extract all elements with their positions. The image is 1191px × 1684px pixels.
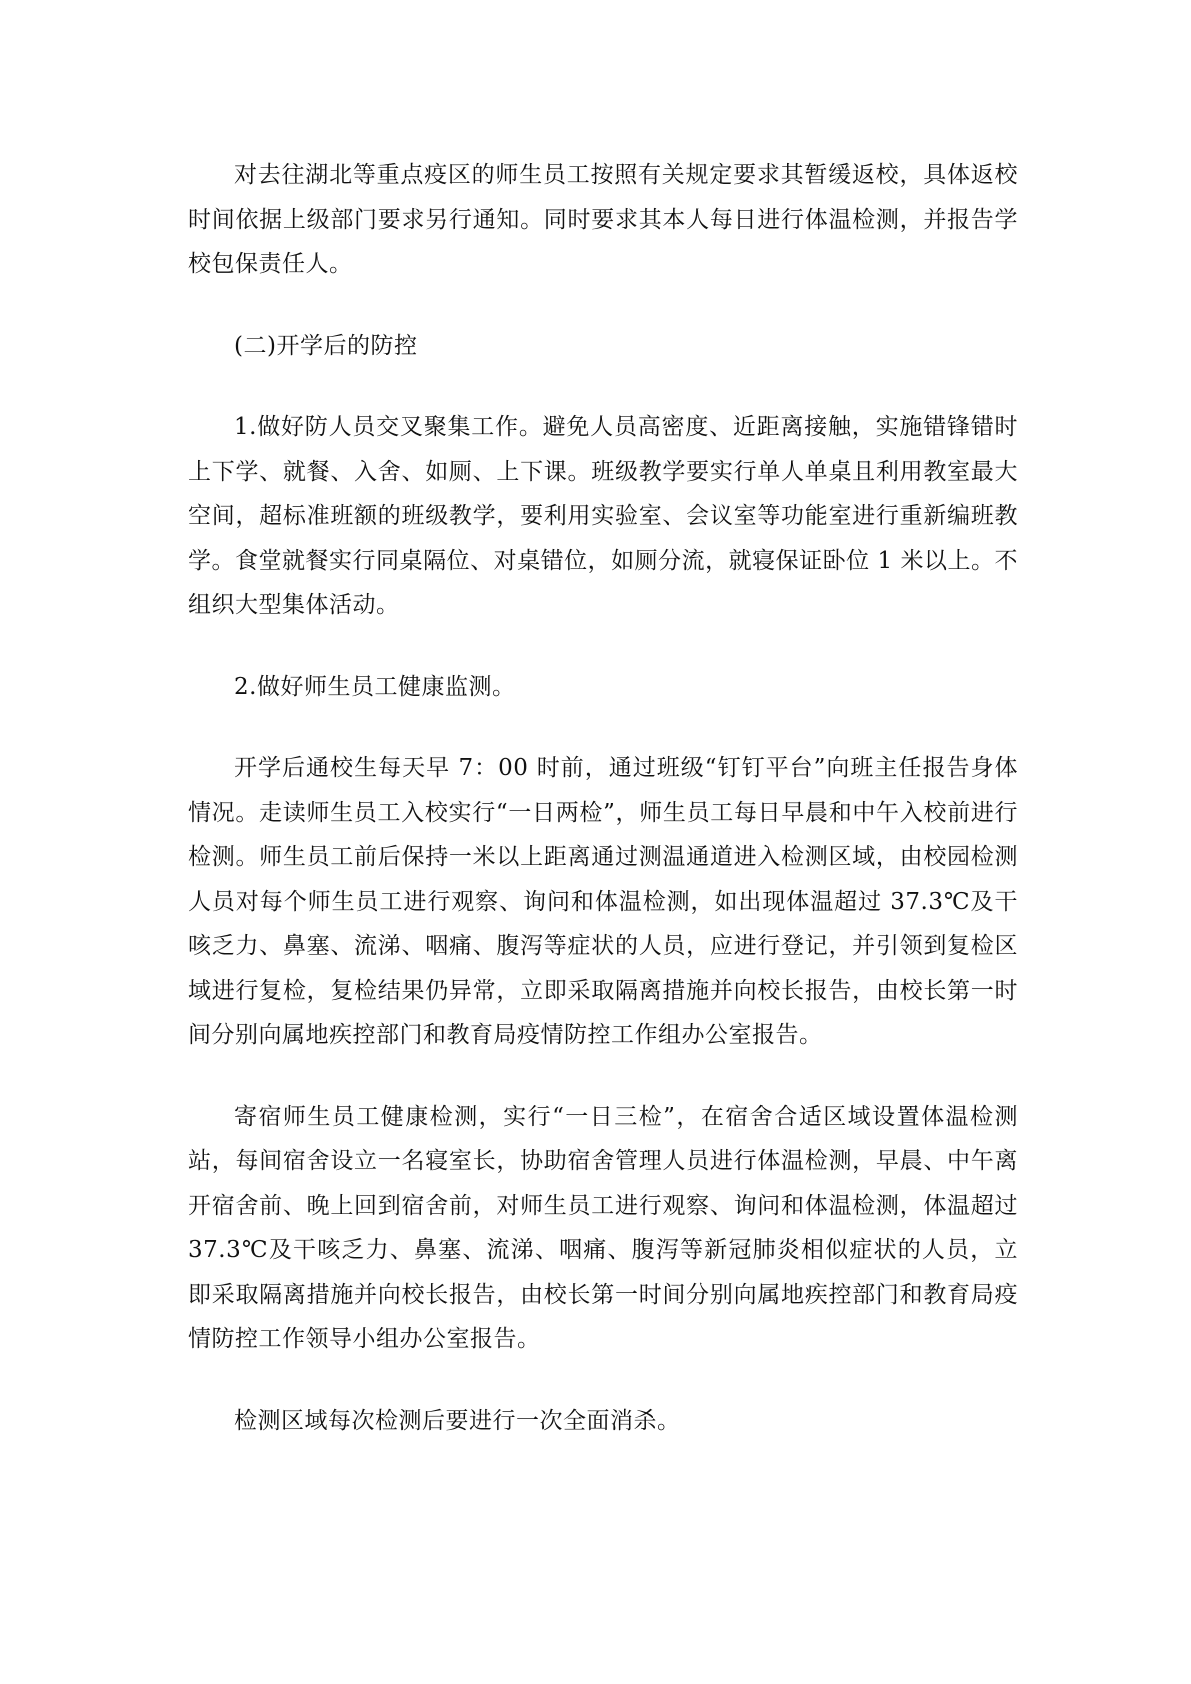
paragraph-health-monitoring-heading: 2.做好师生员工健康监测。 bbox=[234, 673, 516, 700]
paragraph-boarding-checks: 寄宿师生员工健康检测，实行“一日三检”，在宿舍合适区域设置体温检测站，每间宿舍设立一名寝室长，协助宿舍管理人员进行体温检测，早晨、中午离开宿舍前、晚上回到宿舍前，对师生员工进行观察、询问和体温检测，体温超过 37.3℃及干咳乏力、鼻塞、流涕、咽痛、腹泻等新冠肺炎相似症状的人员，立即采取隔离措施并向校长报告，由校长第一时间分别向属地疾控部门和教育局疫情防控工作领导小组办公室报告。 bbox=[188, 1103, 1018, 1352]
paragraph-return-delay: 对去往湖北等重点疫区的师生员工按照有关规定要求其暂缓返校，具体返校时间依据上级部门要求另行通知。同时要求其本人每日进行体温检测，并报告学校包保责任人。 bbox=[188, 162, 1018, 277]
section-heading-after-opening: (二)开学后的防控 bbox=[234, 332, 418, 359]
paragraph-disinfection: 检测区域每次检测后要进行一次全面消杀。 bbox=[234, 1407, 681, 1434]
paragraph-prevent-gathering: 1.做好防人员交叉聚集工作。避免人员高密度、近距离接触，实施错锋错时上下学、就餐、入舍、如厕、上下课。班级教学要实行单人单桌且利用教室最大空间，超标准班额的班级教学，要利用实验室、会议室等功能室进行重新编班教学。食堂就餐实行同桌隔位、对桌错位，如厕分流，就寝保证卧位 1 米以上。不组织大型集体活动。 bbox=[188, 414, 1018, 618]
paragraph-day-student-checks: 开学后通校生每天早 7：00 时前，通过班级“钉钉平台”向班主任报告身体情况。走读师生员工入校实行“一日两检”，师生员工每日早晨和中午入校前进行检测。师生员工前后保持一米以上距离通过测温通道进入检测区域，由校园检测人员对每个师生员工进行观察、询问和体温检测，如出现体温超过 37.3℃及干咳乏力、鼻塞、流涕、咽痛、腹泻等症状的人员，应进行登记，并引领到复检区域进行复检，复检结果仍异常，立即采取隔离措施并向校长报告，由校长第一时间分别向属地疾控部门和教育局疫情防控工作组办公室报告。 bbox=[188, 755, 1018, 1048]
document-body bbox=[188, 153, 1018, 1443]
